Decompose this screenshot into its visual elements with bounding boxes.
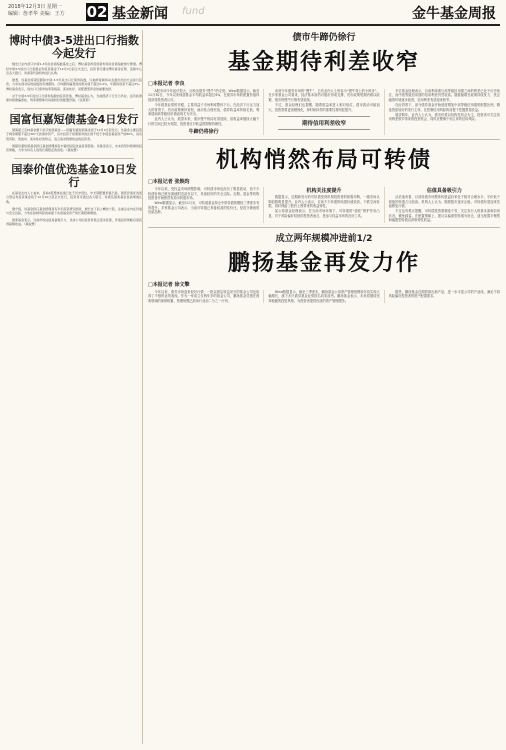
article-divider (148, 227, 500, 228)
article-headline: 机构悄然布局可转债 (215, 148, 432, 174)
article-paragraph: 不过也有观点提醒，可转债投资需精选个券，关注发行人的基本面和信用状况，避免踩雷。在配置策略上，建议以偏债型转债为底仓，适当配置平衡型和偏股型转债以获取弹性收益。 (388, 209, 500, 223)
editor-line: 编辑：詹孝华 美编：王方 (8, 11, 65, 17)
brief-paragraph: 在基金业内人士看来，目前A股整体估值已处于历史低位，中长期配置价值凸显。国泰价值优选混合型证券投资基金将于12月10日起正式发行，投资者可通过各大银行、券商及国泰基金直销渠道认购。 (6, 190, 142, 204)
article-paragraph: 某公募基金经理表示，在当前市场环境下，可转债的“债底”保护作用凸显，对于风险偏好较低的投资者而言，是参与权益市场的良好工具。 (268, 209, 380, 218)
article-body (148, 89, 500, 135)
article-pengyang-fund (148, 231, 500, 303)
article-paragraph: Wind数据显示，截至11月末，可转债基金持仓中的转债规模较三季度末有所提升。多家基金公司表示，当前可转债已具备较高的性价比，是攻守兼备的优质品种。 (148, 201, 260, 215)
article-paragraph: 今年以来，受权益市场调整影响，可转债市场也经历了明显波动，但不少转债价格已跌至面值附近甚至以下，具备较好的安全边际。近期，基金等机构投资者开始悄然布局可转债市场。 (148, 187, 260, 201)
brief-title: 国泰价值优选基金10日发行 (11, 162, 137, 189)
article-kicker: 成立两年规模冲进前1/2 (275, 233, 373, 244)
brief-title: 博时中债3-5进出口行指数今起发行 (9, 34, 139, 60)
brief-paragraph: 据悉，该基金将紧密跟踪中债-3-5年进出口行债券指数，以抽样复制和动态最优化的方法进行投资，力求实现对标的指数的有效跟踪，日均跟踪偏离度的绝对值不超过0.2%，年跟踪误差不超过2%。博时基金表示，进出口行债券信用等级高、流动性好，是配置型资金的重要选择。 (6, 77, 142, 91)
top-meta (8, 4, 65, 18)
article-paragraph: Wind数据显示，截至三季度末，鹏扬基金公募资产管理规模较年初实现大幅增长，旗下多只债券基金业绩排名同类前列。鹏扬基金表示，未来将继续坚持稳健的投资风格，为投资者提供优质的资产管理服务。 (268, 289, 380, 303)
brief-title: 国富恒嘉短债基金4日发行 (9, 112, 139, 126)
article-paragraph: 在此背景下，部分债券基金开始适度增加中高等级信用债的配置比例，精选资质较好的发行主体，在控制信用风险的前提下挖掘票息收益。 (388, 103, 500, 112)
article-paragraph: 展望明年，业内人士认为，债市仍将以结构性机会为主，投资者可关注信用利差收窄带来的投资机会，同时应警惕个别主体的信用风险。 (388, 113, 500, 122)
article-paragraph: 据悉，鹏扬基金近期将推出新产品，进一步丰富公司的产品线，满足不同风险偏好投资者的资产配置需求。 (388, 289, 500, 299)
article-bond-funds (148, 30, 500, 135)
article-convertible-bonds (148, 143, 500, 222)
article-paragraph: 不过，基金经理们也提醒，随着收益率进入相对低位，债市波动可能加大，投资需要更加精细化，择时和择券的重要性将明显提升。 (268, 103, 380, 112)
brief-boshi (6, 30, 142, 109)
article-kicker: 债市牛蹄仍徐行 (292, 33, 356, 43)
article-byline: □本报记者 徐文擎 (148, 281, 190, 288)
article-paragraph: A股市场今年起伏很大，反映出债券“慢牛”的走势。Wind数据显示，截至11月30日，今年以来纯债基金平均收益率超过4%，在债券市场的配置价值持续获得投资者认可。 (148, 89, 260, 102)
article-divider (148, 139, 500, 140)
article-paragraph: 今年以来，债券市场迎来较好行情，一批以固定收益见长的基金公司也取得了不错的业绩表现。作为一家成立仅两年多的基金公司，鹏扬基金凭借在固收领域的深厚积累，管理规模已跻身行业前二分之一行列。 (148, 289, 260, 303)
article-paragraph: 谈到今年债券市场的“慢牛”，已有业内人士形容为“慢牛背上的小碎步”。在多家基金公司看来，经济基本面仍对债市形成支撑，货币政策短期内难以收紧，债市的慢牛行情有望延续。 (268, 89, 380, 102)
article-pull-quote: 期待信用利差收窄 (278, 116, 369, 130)
section-english-watermark: fund (182, 6, 205, 17)
header-rule (6, 24, 500, 26)
briefs-column (6, 30, 143, 744)
main-articles (148, 30, 500, 303)
brief-paragraph: 国海富兰克林基金旗下首只短债基金——国富恒嘉短债基金将于12月4日起发行。该基金主要投资于剩余期限不超过397天的债券资产，其中投资于短期债券的比例不低于非现金基金资产的80%，具有低风险、低波动、流动性好的特点，适合追求稳健收益的投资者。 (6, 127, 142, 141)
article-body (148, 187, 500, 222)
article-paragraph: 数据显示，近期新发行的可转债受到机构投资者的积极申购，一级市场认购倍数明显提升。业内人士表示，目前不少转债的纯债价值较高，下跌空间有限，同时保留了股价上涨带来的收益弹性。 (268, 195, 380, 209)
article-byline: □本报记者 李良 (148, 81, 185, 87)
article-headline: 基金期待利差收窄 (227, 50, 420, 75)
section-title: 基金新闻 (112, 6, 168, 22)
article-body (148, 290, 500, 303)
brief-paragraph: 对于中债3-5年进出口行债券指数的投资价值，博时基金认为，当前经济下行压力仍存，货币政策保持稳健偏宽松，利率债整体仍具备较好的配置价值。（张燕莉） (6, 93, 142, 103)
article-byline: □本报记者 张焕昀 (148, 179, 190, 186)
page-number-badge: 02 (86, 3, 108, 21)
date-line: 2018年12月3日 星期一 (8, 4, 62, 10)
article-subhead: 机构关注度提升 (306, 188, 342, 195)
brief-guofu (6, 109, 142, 159)
brief-paragraph: 国富恒嘉短债基金拟任基金经理拥有丰富的固定收益投资经验。该基金表示，未来将坚持稳健的投资策略，力争为持有人创造长期稳定的回报。（黄淑慧） (6, 143, 142, 153)
brief-guotai (6, 159, 142, 227)
article-paragraph: 多位基金经理表示，目前利率债与高等级信用债之间的利差已处于历史低位，而中低等级信用债的信用利差仍然较高。随着稳增长政策持续发力、民企融资环境逐步改善，信用利差有望迎来收窄。 (388, 89, 500, 102)
article-subhead: 牛蹄仍将徐行 (188, 129, 219, 136)
article-paragraph: 今年债基业绩的亮眼，主要得益于市场利率整体下行。在经济下行压力加大的背景下，货币政策保持宽松，流动性合理充裕，债券收益率持续走低，利率债和高等级信用债表现尤为突出。 (148, 103, 260, 117)
article-paragraph: 业内人士认为，展望未来，债市慢牛格局有望延续，但收益率继续大幅下行的空间已较为有限，投资者应对收益预期保持理性。 (148, 117, 260, 126)
brief-paragraph: 据介绍，该基金拟任基金经理具有多年投资研究经验，擅长自下而上精选个股，注重企业内在价值与安全边际，力争在控制风险的前提下实现基金资产的长期稳健增值。 (6, 206, 142, 216)
article-paragraph: 从估值来看，目前转债市场整体转股溢价率处于相对合理水平，平价低于面值的转债占比较高。机构人士认为，随着股市逐步企稳，可转债有望迎来估值修复行情。 (388, 195, 500, 209)
article-subhead: 估值具备吸引力 (426, 188, 462, 195)
brief-paragraph: 继发行业内首只中债1-3年政金债指数基金之后，博时基金再度创新布局政金债指数细分赛道。博时中债3-5进出口行指数证券投资基金于12月3日起正式发行，投资者可通过博时基金官网、直销中心及各大银行、券商等代销机构进行认购。 (6, 62, 142, 76)
article-headline: 鹏扬基金再发力作 (227, 250, 420, 276)
brief-paragraph: 国泰基金表示，当前市场估值具备吸引力，优质公司的投资价值正逐步显现，价值投资策略有望获得超额收益。（黄淑慧） (6, 217, 142, 227)
newspaper-masthead: 金牛基金周报 (412, 6, 496, 22)
